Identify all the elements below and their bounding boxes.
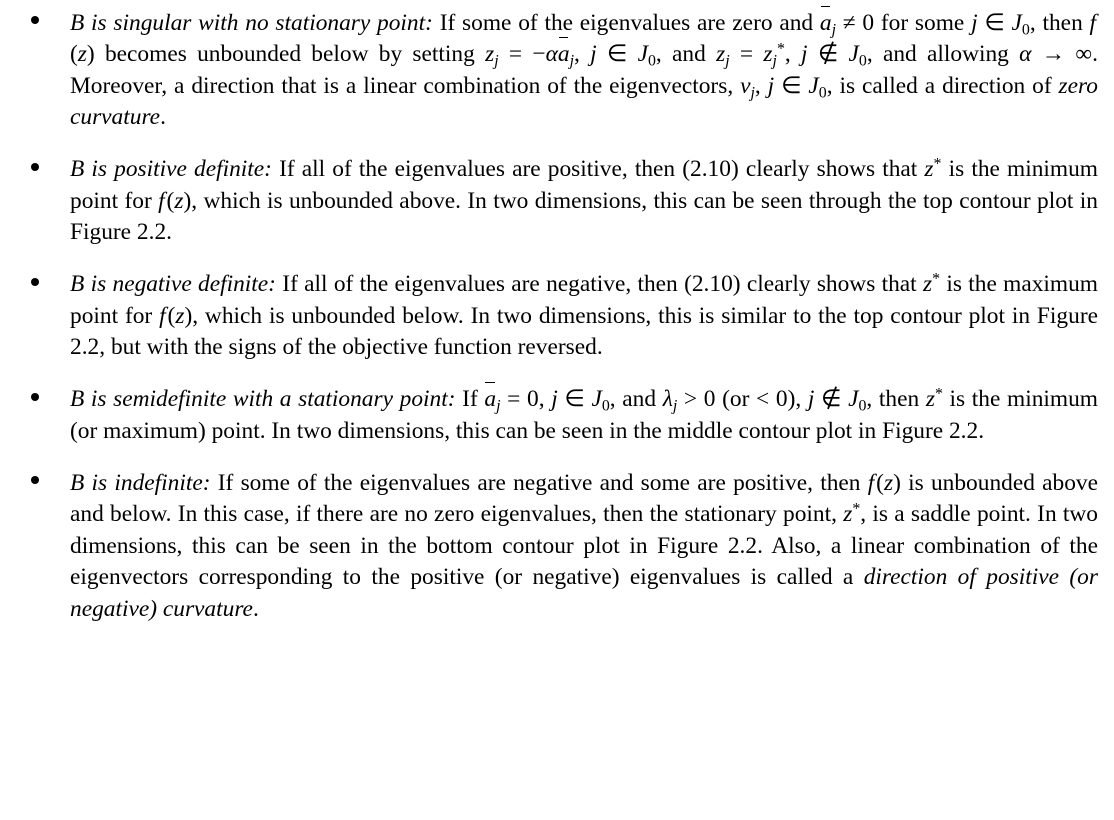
bullet-paragraph [70, 8, 1098, 134]
bullet-body: If all of the eigenvalues are positive, then (2.10) clearly shows that z* is the minimum point for f (z), which is unbounded above. In two dimensions, this can be seen through the top contour plot in Figure 2.2. [70, 155, 1098, 246]
bullet-dot-icon [31, 393, 39, 401]
list-item [18, 8, 1098, 134]
bullet-lead: B is semidefinite with a stationary point: [70, 386, 456, 413]
bullet-dot-icon [31, 163, 39, 171]
bullet-paragraph [70, 468, 1098, 625]
figure-reference: Figure 2.2 [70, 302, 1098, 361]
bullet-body: If some of the eigenvalues are negative and some are positive, then f (z) is unbounded above and below. In this case, if there are no zero eigenvalues, then the stationary point, z*, is a saddle point. In two dimensions, this can be seen in the bottom contour plot in Figure 2.2. Also, a linear combination of the eigenvectors corresponding to the positive (or negative) eigenvalues is called a direction of positive (or negative) curvature. [70, 469, 1098, 622]
equation-reference: (2.10) [682, 156, 739, 183]
bullet-dot-icon [31, 476, 39, 484]
bullet-paragraph [70, 269, 1098, 363]
list-item [18, 468, 1098, 625]
bullet-lead: B is singular with no stationary point: [70, 10, 433, 36]
bullet-paragraph [70, 384, 1098, 447]
figure-reference: Figure 2.2 [882, 417, 979, 444]
bullet-body: If $a_j = 0$, j ∈ $J_0$, and $\lambda_j > 0$ (or < 0), j ∉ $J_0$, then z* is the minimum (or maximum) point. In two dimensions, this can be seen in the middle contour plot in Figure 2.2. [70, 385, 1098, 444]
bullet-lead: B is negative definite: [70, 271, 276, 298]
figure-reference: Figure 2.2 [70, 219, 167, 246]
bullet-body: If some of the eigenvalues are zero and $a_j \ne 0$ for some j ∈ $J_0$, then f (z) becomes unbounded below by setting $z_j = -\alpha a_j$, j ∈ $J_0$, and $z_j = z_j^*$, j ∉ $J_0$, and allowing α → ∞. Moreover, a direction that is a linear combination of the eigenvectors, $v_j$, j ∈ $J_0$, is called a direction of zero curvature. [70, 10, 1098, 131]
bullet-lead: B is indefinite: [70, 469, 211, 496]
bullet-body: If all of the eigenvalues are negative, then (2.10) clearly shows that z* is the maximum point for f (z), which is unbounded below. In two dimensions, this is similar to the top contour plot in Figure 2.2, but with the signs of the objective function reversed. [70, 270, 1099, 361]
bullet-dot-icon [31, 16, 39, 24]
list-item [18, 269, 1098, 363]
bullet-paragraph [70, 154, 1098, 248]
bullet-list [18, 8, 1098, 625]
emphasis-direction-curvature: direction of positive (or negative) curvature [70, 564, 1098, 622]
bullet-lead: B is positive definite: [70, 156, 272, 183]
figure-reference: Figure 2.2 [657, 532, 758, 559]
bullet-dot-icon [31, 278, 39, 286]
list-item [18, 154, 1098, 248]
equation-reference: (2.10) [684, 271, 741, 298]
list-item [18, 384, 1098, 447]
emphasis-zero-curvature: zero curvature [70, 72, 1098, 131]
